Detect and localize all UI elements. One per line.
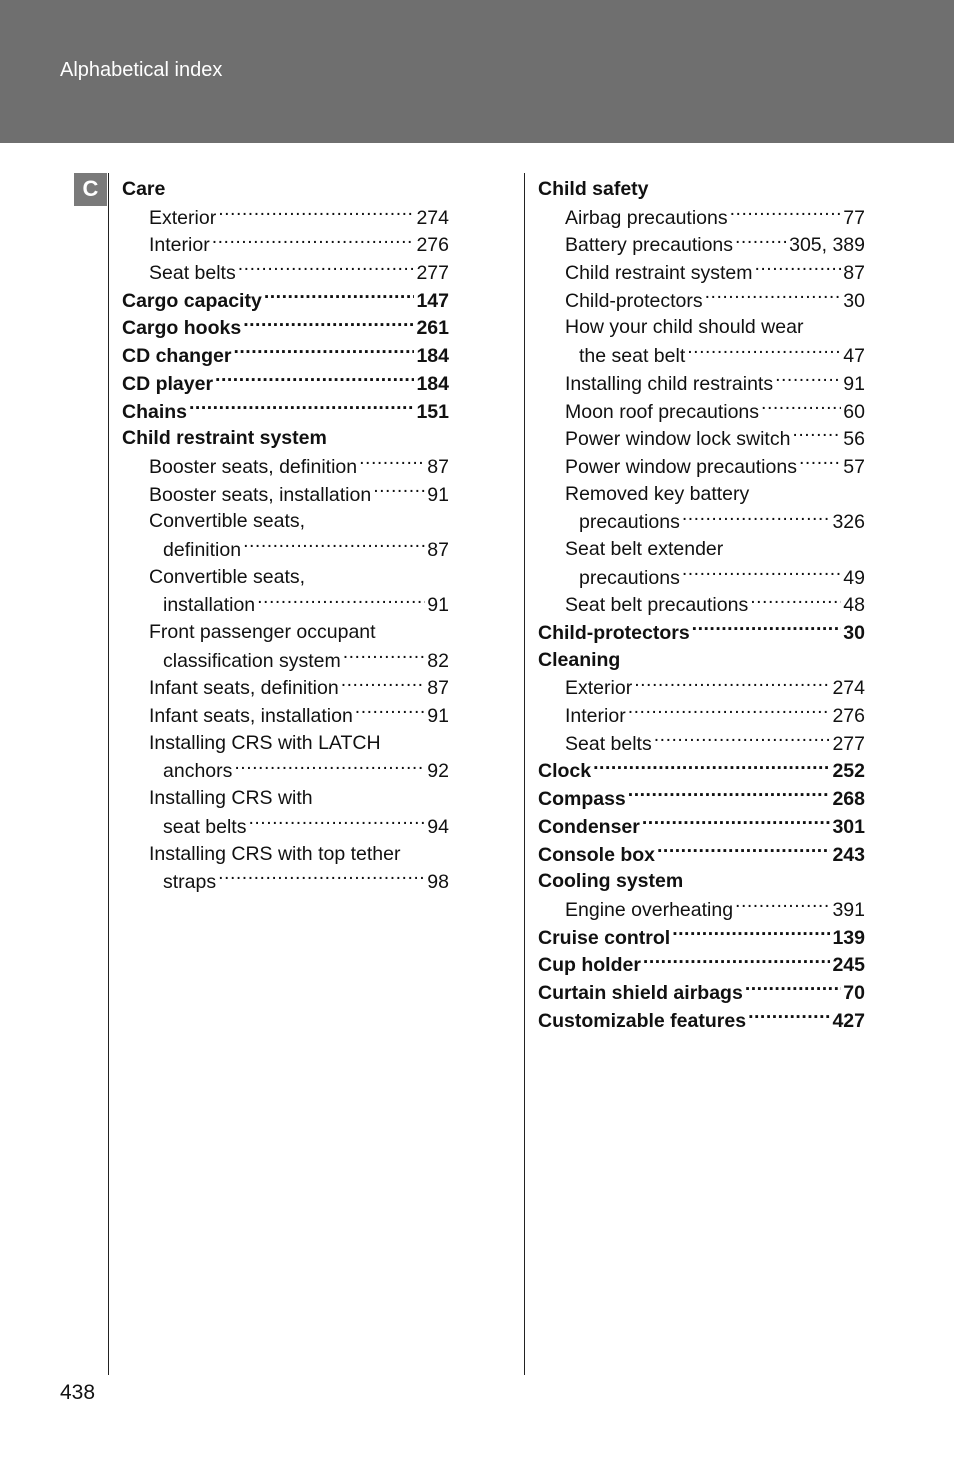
- index-entry: [538, 342, 865, 370]
- entry-text: Condenser: [538, 815, 640, 838]
- entry-page-ref: 184: [416, 345, 449, 368]
- entry-text: Installing CRS with: [149, 787, 313, 810]
- index-entry: [538, 730, 865, 758]
- entry-page-ref: 91: [427, 705, 449, 728]
- entry-text: Cooling system: [538, 870, 684, 893]
- entry-page-ref: 276: [832, 705, 865, 728]
- index-entry: [122, 730, 449, 758]
- index-heading: [122, 370, 449, 398]
- index-entry: [538, 508, 865, 536]
- entry-page-ref: 87: [843, 262, 865, 285]
- index-entry: [538, 425, 865, 453]
- index-entry: [122, 757, 449, 785]
- dot-leader: [682, 508, 831, 528]
- dot-leader: [799, 453, 841, 473]
- entry-text: Console box: [538, 843, 656, 866]
- header-title: Alphabetical index: [60, 59, 223, 81]
- dot-leader: [761, 398, 841, 418]
- index-heading: [122, 342, 449, 370]
- entry-page-ref: 56: [843, 428, 865, 451]
- dot-leader: [359, 453, 425, 473]
- entry-text: How your child should wear: [565, 316, 804, 339]
- entry-text: seat belts: [163, 815, 247, 838]
- dot-leader: [628, 785, 831, 805]
- entry-text: Front passenger occupant: [149, 621, 376, 643]
- index-entry: [538, 259, 865, 287]
- index-entry: [122, 647, 449, 675]
- entry-text: Convertible seats,: [149, 565, 306, 588]
- entry-page-ref: 87: [427, 455, 449, 478]
- index-entry: [122, 508, 449, 536]
- entry-text: anchors: [163, 760, 233, 783]
- dot-leader: [657, 841, 830, 861]
- index-entry: [122, 785, 449, 813]
- index-heading: [538, 619, 865, 647]
- entry-text: Interior: [565, 705, 626, 728]
- index-heading: [538, 868, 865, 896]
- index-entry: [538, 896, 865, 924]
- entry-page-ref: 77: [843, 206, 865, 229]
- dot-leader: [672, 924, 830, 944]
- column-divider: [524, 173, 525, 1375]
- entry-page-ref: 47: [843, 345, 865, 368]
- index-heading: [122, 398, 449, 426]
- dot-leader: [750, 591, 841, 611]
- entry-page-ref: 48: [843, 594, 865, 617]
- page-number: 438: [60, 1381, 96, 1404]
- dot-leader: [775, 370, 841, 390]
- entry-text: straps: [163, 871, 217, 894]
- dot-leader: [212, 231, 415, 251]
- dot-leader: [218, 868, 425, 888]
- index-entry: [122, 481, 449, 509]
- entry-page-ref: 147: [416, 289, 449, 312]
- entry-text: Seat belt precautions: [565, 594, 749, 617]
- entry-page-ref: 274: [416, 206, 449, 229]
- index-heading: [538, 979, 865, 1007]
- index-entry: [122, 841, 449, 869]
- entry-text: Care: [122, 178, 166, 200]
- entry-page-ref: 274: [832, 677, 865, 700]
- entry-text: Power window precautions: [565, 455, 797, 478]
- entry-text: Exterior: [149, 206, 217, 229]
- index-entry: [538, 314, 865, 342]
- index-entry: [122, 619, 449, 647]
- entry-page-ref: 82: [427, 649, 449, 672]
- entry-text: Battery precautions: [565, 234, 734, 257]
- entry-text: Booster seats, installation: [149, 483, 372, 506]
- index-entry: [122, 564, 449, 592]
- entry-page-ref: 277: [416, 262, 449, 285]
- entry-text: Airbag precautions: [565, 206, 728, 229]
- index-entry: [122, 231, 449, 259]
- entry-text: Installing CRS with top tether: [149, 842, 401, 865]
- index-column-right: [538, 176, 865, 1034]
- dot-leader: [682, 564, 841, 584]
- index-entry: [122, 259, 449, 287]
- dot-leader: [735, 231, 787, 251]
- index-entry: [538, 398, 865, 426]
- entry-page-ref: 184: [416, 372, 449, 395]
- entry-text: Interior: [149, 234, 210, 257]
- entry-text: Booster seats, definition: [149, 455, 358, 478]
- section-letter-tab: C: [74, 173, 107, 206]
- dot-leader: [735, 896, 830, 916]
- entry-page-ref: 391: [832, 898, 865, 921]
- dot-leader: [745, 979, 841, 999]
- entry-page-ref: 92: [427, 760, 449, 783]
- left-divider: [108, 173, 109, 1375]
- dot-leader: [215, 370, 414, 390]
- entry-page-ref: 98: [427, 871, 449, 894]
- entry-text: Compass: [538, 788, 626, 811]
- entry-text: Chains: [122, 400, 188, 423]
- entry-page-ref: 305, 389: [789, 234, 865, 257]
- dot-leader: [355, 702, 426, 722]
- entry-text: Moon roof precautions: [565, 400, 760, 423]
- index-heading: [538, 924, 865, 952]
- entry-page-ref: 277: [832, 732, 865, 755]
- dot-leader: [792, 425, 841, 445]
- dot-leader: [634, 674, 830, 694]
- entry-page-ref: 243: [832, 843, 865, 866]
- index-heading: [538, 647, 865, 675]
- dot-leader: [593, 757, 830, 777]
- entry-text: Cleaning: [538, 648, 621, 671]
- entry-page-ref: 151: [416, 400, 449, 423]
- dot-leader: [642, 813, 831, 833]
- entry-page-ref: 139: [832, 926, 865, 949]
- entry-text: Removed key battery: [565, 482, 750, 505]
- index-entry: [538, 591, 865, 619]
- index-heading: [538, 1007, 865, 1035]
- dot-leader: [373, 481, 425, 501]
- entry-text: Cargo hooks: [122, 317, 242, 340]
- entry-text: Convertible seats,: [149, 510, 306, 533]
- dot-leader: [243, 536, 425, 556]
- entry-page-ref: 30: [843, 622, 865, 644]
- index-entry: [538, 674, 865, 702]
- entry-page-ref: 427: [832, 1009, 865, 1032]
- entry-page-ref: 60: [843, 400, 865, 423]
- dot-leader: [705, 287, 842, 307]
- entry-page-ref: 245: [832, 954, 865, 977]
- index-entry: [538, 231, 865, 259]
- page-header: [0, 0, 954, 143]
- dot-leader: [234, 757, 425, 777]
- entry-page-ref: 94: [427, 815, 449, 838]
- dot-leader: [748, 1007, 830, 1027]
- entry-text: Cup holder: [538, 954, 641, 977]
- entry-text: Engine overheating: [565, 898, 734, 921]
- entry-page-ref: 87: [427, 538, 449, 561]
- dot-leader: [754, 259, 841, 279]
- entry-text: Child-protectors: [565, 289, 703, 312]
- entry-text: Cruise control: [538, 926, 671, 949]
- entry-page-ref: 87: [427, 677, 449, 700]
- index-entry: [538, 564, 865, 592]
- dot-leader: [687, 342, 841, 362]
- index-entry: [122, 813, 449, 841]
- entry-text: Customizable features: [538, 1009, 747, 1032]
- entry-page-ref: 70: [843, 981, 865, 1004]
- entry-text: Curtain shield airbags: [538, 981, 743, 1004]
- dot-leader: [218, 204, 414, 224]
- entry-text: classification system: [163, 649, 341, 672]
- index-heading: [538, 757, 865, 785]
- index-heading: [122, 176, 449, 204]
- entry-text: Installing CRS with LATCH: [149, 731, 381, 754]
- entry-text: Installing child restraints: [565, 372, 774, 395]
- index-entry: [122, 702, 449, 730]
- entry-page-ref: 252: [832, 760, 865, 783]
- index-entry: [122, 204, 449, 232]
- dot-leader: [238, 259, 415, 279]
- dot-leader: [243, 314, 414, 334]
- index-heading: [122, 425, 449, 453]
- dot-leader: [248, 813, 425, 833]
- index-entry: [538, 481, 865, 509]
- dot-leader: [628, 702, 831, 722]
- index-column-left: [122, 176, 449, 896]
- index-heading: [122, 287, 449, 315]
- entry-page-ref: 91: [843, 372, 865, 395]
- index-entry: [538, 370, 865, 398]
- index-heading: [122, 314, 449, 342]
- index-entry: [122, 868, 449, 896]
- entry-text: Seat belts: [565, 732, 652, 755]
- entry-page-ref: 49: [843, 566, 865, 589]
- dot-leader: [341, 674, 426, 694]
- dot-leader: [189, 398, 414, 418]
- entry-page-ref: 276: [416, 234, 449, 257]
- entry-page-ref: 268: [832, 788, 865, 811]
- entry-page-ref: 91: [427, 594, 449, 617]
- index-entry: [538, 702, 865, 730]
- dot-leader: [343, 647, 426, 667]
- entry-page-ref: 30: [843, 289, 865, 312]
- index-entry: [538, 536, 865, 564]
- index-heading: [538, 951, 865, 979]
- index-entry: [538, 453, 865, 481]
- index-heading: [538, 841, 865, 869]
- entry-text: Infant seats, installation: [149, 705, 353, 728]
- entry-text: precautions: [579, 566, 680, 589]
- entry-page-ref: 91: [427, 483, 449, 506]
- index-heading: [538, 176, 865, 204]
- entry-page-ref: 326: [832, 511, 865, 534]
- entry-text: Power window lock switch: [565, 428, 791, 451]
- entry-text: Infant seats, definition: [149, 677, 339, 700]
- entry-text: Child-protectors: [538, 622, 690, 644]
- dot-leader: [233, 342, 414, 362]
- dot-leader: [643, 951, 831, 971]
- dot-leader: [654, 730, 831, 750]
- dot-leader: [264, 287, 415, 307]
- entry-text: CD changer: [122, 345, 232, 368]
- index-heading: [538, 813, 865, 841]
- entry-page-ref: 261: [416, 317, 449, 340]
- dot-leader: [730, 204, 842, 224]
- entry-page-ref: 57: [843, 455, 865, 478]
- index-entry: [122, 591, 449, 619]
- entry-text: CD player: [122, 372, 214, 395]
- entry-text: Child restraint system: [122, 427, 327, 450]
- index-entry: [122, 536, 449, 564]
- index-entry: [122, 674, 449, 702]
- entry-page-ref: 301: [832, 815, 865, 838]
- entry-text: Child safety: [538, 178, 649, 200]
- dot-leader: [692, 619, 842, 639]
- entry-text: the seat belt: [579, 345, 686, 368]
- entry-text: Seat belt extender: [565, 537, 724, 560]
- index-entry: [538, 287, 865, 315]
- entry-text: definition: [163, 538, 242, 561]
- index-heading: [538, 785, 865, 813]
- entry-text: Child restraint system: [565, 262, 753, 285]
- entry-text: Seat belts: [149, 262, 236, 285]
- entry-text: precautions: [579, 511, 680, 534]
- index-entry: [122, 453, 449, 481]
- entry-text: Exterior: [565, 677, 633, 700]
- index-entry: [538, 204, 865, 232]
- entry-text: Cargo capacity: [122, 289, 262, 312]
- dot-leader: [257, 591, 425, 611]
- entry-text: installation: [163, 594, 256, 617]
- entry-text: Clock: [538, 760, 592, 783]
